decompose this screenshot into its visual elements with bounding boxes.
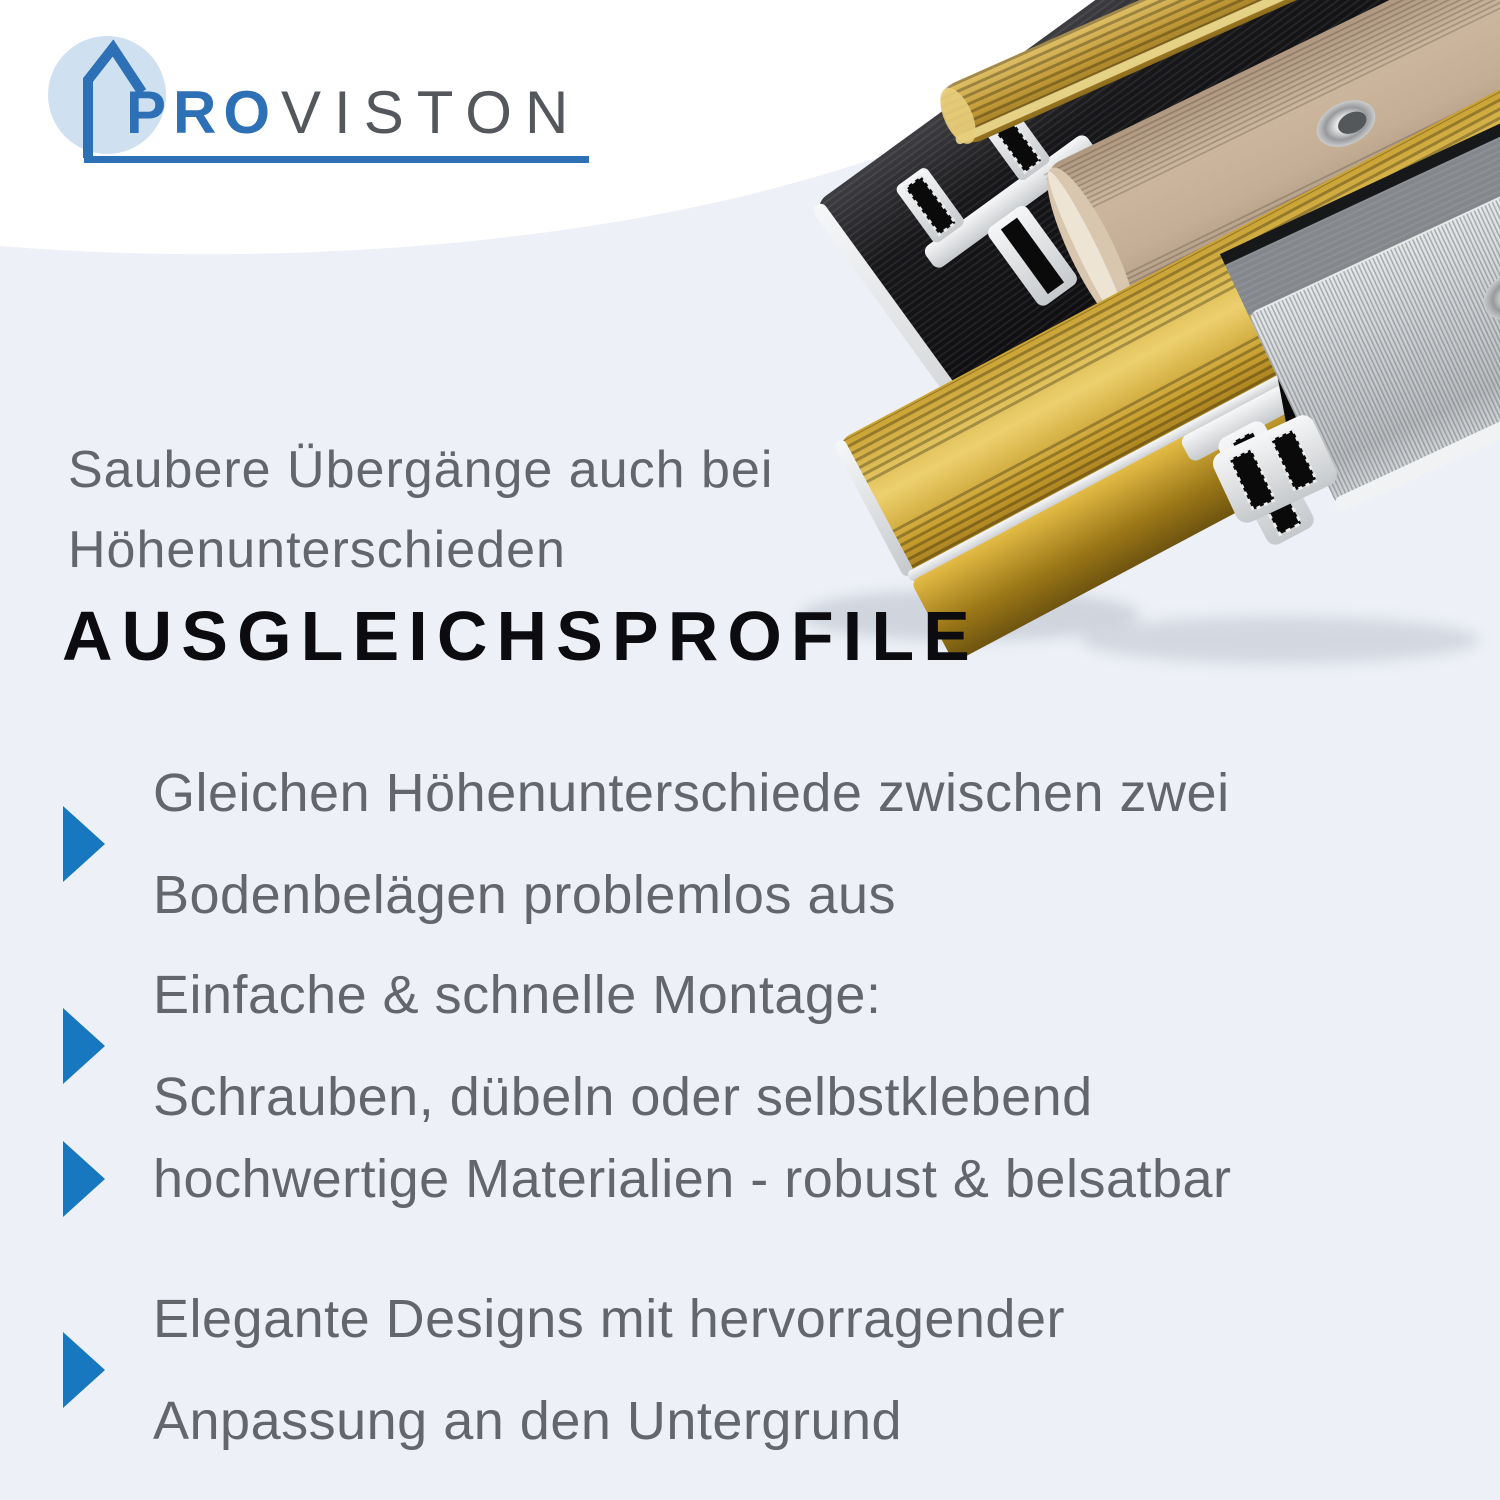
bullet-text-4: [153, 1268, 1065, 1472]
bullet-1-line-1: Gleichen Höhenunterschiede zwischen zwei: [153, 763, 1230, 823]
bullet-2-line-1: Einfache & schnelle Montage:: [153, 965, 882, 1025]
bullet-text-3: [153, 1128, 1232, 1230]
bullet-item-2: [55, 944, 1475, 1148]
page-title: AUSGLEICHSPROFILE: [62, 597, 979, 675]
bullet-arrow-icon: [63, 1141, 105, 1217]
bullet-arrow-icon: [63, 806, 105, 882]
intro-line-1: Saubere Übergänge auch bei: [68, 441, 774, 499]
brand-wordmark: [84, 79, 589, 163]
bullet-text-2: [153, 944, 1093, 1148]
intro-text: [68, 430, 773, 590]
intro-line-2: Höhenunterschieden: [68, 521, 566, 579]
bullet-4-line-1: Elegante Designs mit hervorragender: [153, 1289, 1065, 1349]
photo-shadow: [1080, 616, 1480, 664]
brand-logo: [48, 26, 582, 166]
bullet-4-line-2: Anpassung an den Untergrund: [153, 1391, 903, 1451]
brand-name-pro: PRO: [126, 79, 278, 146]
bullet-text-1: [153, 742, 1230, 946]
bullet-3-line-1: hochwertige Materialien - robust & belsatbar: [153, 1149, 1232, 1209]
bullet-2-line-2: Schrauben, dübeln oder selbstklebend: [153, 1067, 1093, 1127]
bullet-1-line-2: Bodenbelägen problemlos aus: [153, 865, 897, 925]
bullet-item-1: [55, 742, 1475, 946]
bullet-item-4: [55, 1268, 1475, 1472]
bullet-item-3: [55, 1128, 1475, 1230]
bullet-arrow-icon: [63, 1332, 105, 1408]
bullet-arrow-icon: [63, 1008, 105, 1084]
brand-name-viston: VISTON: [281, 79, 582, 146]
